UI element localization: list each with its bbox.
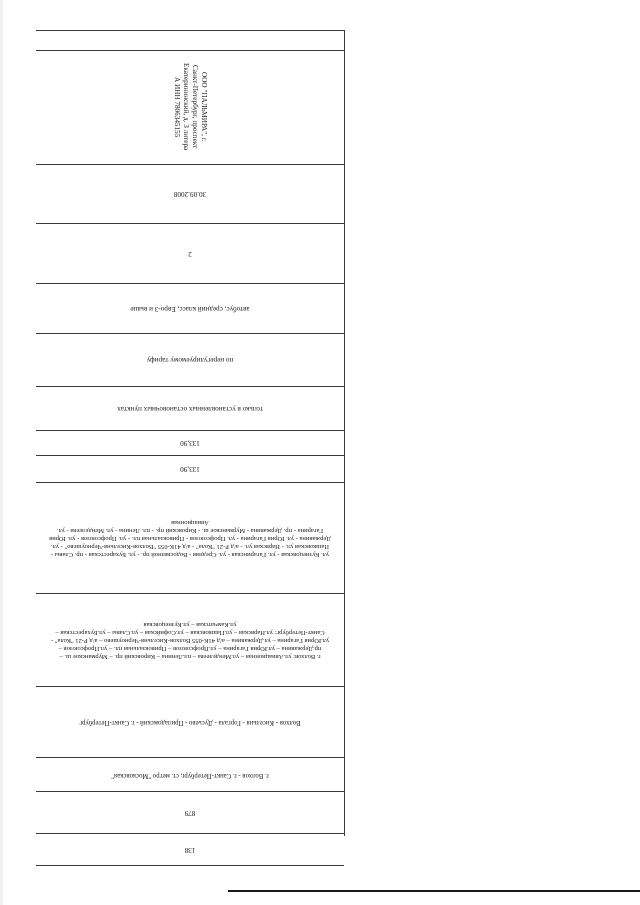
row-carrier xyxy=(36,50,344,164)
cell-date xyxy=(36,165,344,223)
row-route-number xyxy=(36,791,344,833)
cell-vehicle xyxy=(36,284,344,333)
row-length-back xyxy=(36,430,344,455)
quantity-text: 2 xyxy=(188,250,192,258)
length-back-text: 133,90 xyxy=(180,439,200,448)
route-registry-table xyxy=(36,30,345,854)
route-name-text: г. Волхов - г. Санкт-Петербург, ст. метро "Московская" xyxy=(111,771,269,779)
date-text: 30.09.2008 xyxy=(173,190,207,199)
page-footer-rule xyxy=(228,890,640,892)
cell-route-name xyxy=(36,758,344,791)
row-streets-forward xyxy=(36,593,344,686)
cell-registry-number xyxy=(36,834,344,865)
row-registry-number xyxy=(36,833,344,866)
cell-tariff xyxy=(36,334,344,386)
cell-route-number xyxy=(36,792,344,833)
cell-carrier xyxy=(36,51,344,164)
cell-length-back xyxy=(36,431,344,455)
cell-quantity xyxy=(36,224,344,283)
cell-stops-mode xyxy=(36,387,344,430)
streets-back-text: ул. Кузнецовская - ул. Гагаринская - ул. Средняя - Водосвязной пр. - ул. Бухарестская - пр. Славы - Пашковская ул. - Нарвская ул. - а/д Р-21 "Кола" - а/д 41К-055 "Волхов-Кисельня-Черноушево" - ул. Державина - ул. Юрия Гагарина - ул. Профсоюзов - Привокзальная пл. - ул. Профсоюзов - ул. Юрия Гагарина - пр. Державина - Мурманское ш. - Кировский пр. - пл. Ленина - ул. Менделеева - ул. Авиационная xyxy=(49,519,331,558)
row-intermediate-stops xyxy=(36,686,344,757)
vehicle-text: автобус, средний класс, Евро-3 и выше xyxy=(130,305,250,313)
cell-intermediate-stops xyxy=(36,687,344,757)
row-quantity xyxy=(36,223,344,283)
carrier-text: ООО "ПАЛЬМИРА", г. Санкт-Петербург, проспект Екатерининский, д. 3 литера А ИНН 7806345155 xyxy=(173,63,208,152)
scan-edge xyxy=(0,0,3,905)
row-streets-back xyxy=(36,482,344,593)
cell-streets-back xyxy=(36,483,344,593)
row-length-forward xyxy=(36,455,344,482)
route-number-text: 879 xyxy=(184,809,196,817)
row-tariff xyxy=(36,333,344,386)
intermediate-stops-text: Волхов - Кисельня - Горгала - Дусьево - Приладожский - г. Санкт-Петербург xyxy=(79,719,301,727)
stops-mode-text: только в установленных остановочных пунктах xyxy=(117,405,263,413)
row-route-name xyxy=(36,757,344,791)
cell-length-forward xyxy=(36,456,344,482)
cell-streets-forward xyxy=(36,594,344,686)
length-forward-text: 133,90 xyxy=(180,465,200,474)
row-date xyxy=(36,164,344,223)
row-stops-mode xyxy=(36,386,344,430)
streets-forward-text: г. Волхов: ул.Авиационная – ул.Менделеева – пл.Ленина – Кировский пр. – Мурманское ш. – пр.Державина – ул.Юрия Гагарина – ул.Профсоюзов – Привокзальная пл. – ул.Профсоюзов – ул.Юрия Гагарина – ул.Державина – а/д 41К-055 Волхов-Кисельня-Черноушево – а/д Р-21 "Кола" - Санкт-Петербург: ул.Нарвская – ул.Пашковская – ул.Софийская – ул.Славы – ул.Бухарестская – ул.Камчатская – ул.Кузнецовская xyxy=(50,621,330,660)
tariff-text: по нерегулируемому тарифу xyxy=(146,356,234,365)
registry-number-text: 138 xyxy=(184,846,196,854)
row-vehicle xyxy=(36,283,344,333)
table-header-strip xyxy=(36,30,344,50)
